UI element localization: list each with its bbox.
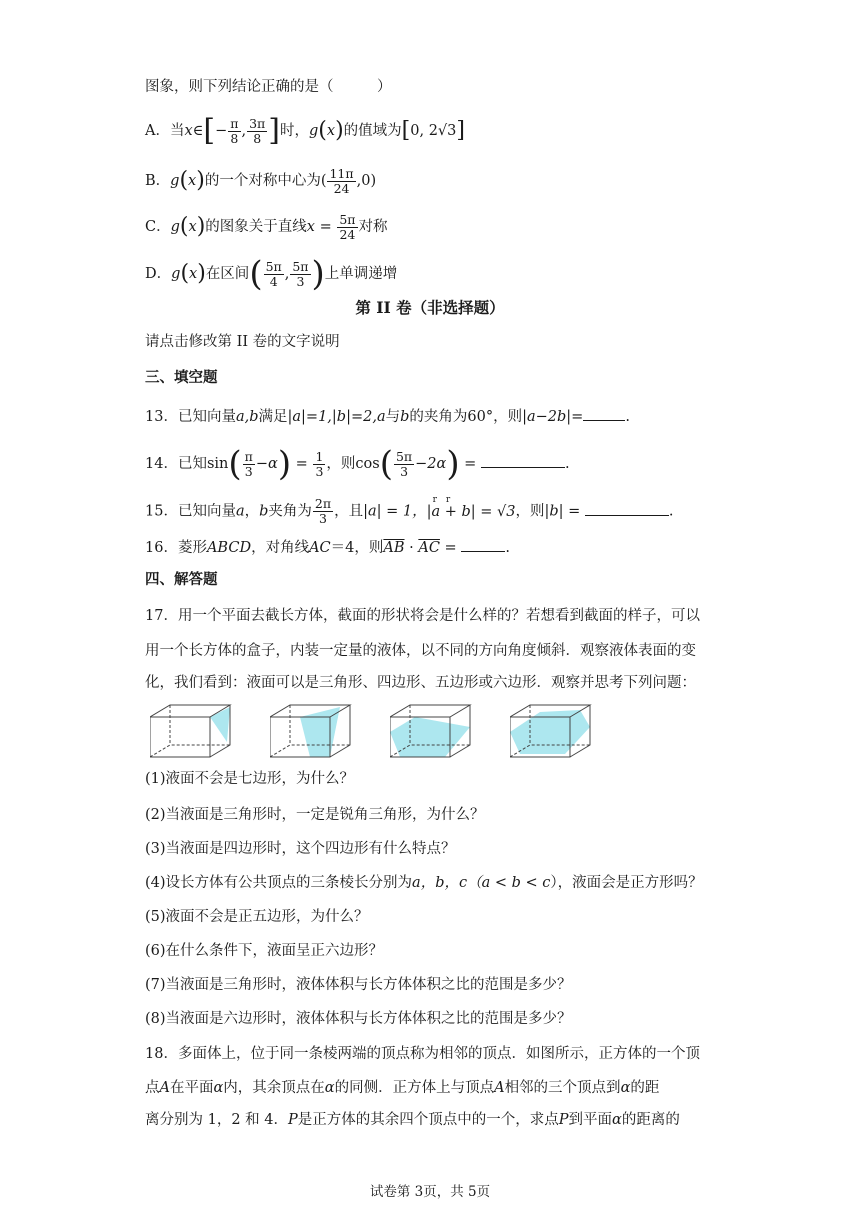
q17-sub2: (2)当液面是三角形时，一定是锐角三角形，为什么？ xyxy=(145,807,485,823)
q17-sub4: (4)设长方体有公共顶点的三条棱长分别为a，b，c（a < b < c），液面会是正方形吗？ xyxy=(145,875,703,891)
q15-answer-blank[interactable] xyxy=(585,501,669,516)
cuboid-quadrilateral-figure xyxy=(270,702,360,762)
section2-title: 第 II 卷（非选择题） xyxy=(355,298,505,317)
cuboid-pentagon-figure xyxy=(390,702,480,762)
q17-line1: 17．用一个平面去截长方体，截面的形状将会是什么样的？若想看到截面的样子，可以 xyxy=(145,608,700,624)
option-c: C．g(x)的图象关于直线x = $\frac{5\pi}{24}$ 对称 xyxy=(145,211,388,242)
part4-title: 四、解答题 xyxy=(145,571,218,588)
q14: 14．已知sin( $\frac{\pi}{3}$ −α) = $\frac{1}{3}$ ，则cos( $\frac{5\pi}{3}$ −2α) = . xyxy=(145,444,570,484)
q18-line1: 18．多面体上，位于同一条棱两端的顶点称为相邻的顶点．如图所示，正方体的一个顶 xyxy=(145,1046,700,1062)
option-d: D．g(x)在区间( $\frac{5\pi}{4}$ , $\frac{5\pi}{3}$ )上单调递增 xyxy=(145,254,398,294)
q13: 13．已知向量a,b满足|a|=1,|b|=2,a与b的夹角为60°，则|a−2b|= . xyxy=(145,406,630,427)
q17-sub5: (5)液面不会是正五边形，为什么？ xyxy=(145,909,369,925)
q17-sub1: (1)液面不会是七边形，为什么？ xyxy=(145,771,355,787)
section2-note[interactable]: 请点击修改第 II 卷的文字说明 xyxy=(145,334,340,350)
q18-line2: 点A在平面α内，其余顶点在α的同侧．正方体上与顶点A相邻的三个顶点到α的距 xyxy=(145,1080,660,1096)
q16: 16．菱形ABCD，对角线AC＝4，则$\overline{AB} \cdot \overline{AC}$ = . xyxy=(145,537,510,558)
q17-sub8: (8)当液面是六边形时，液体体积与长方体体积之比的范围是多少？ xyxy=(145,1011,572,1027)
part3-title: 三、填空题 xyxy=(145,369,218,386)
cuboid-hexagon-figure xyxy=(510,702,600,762)
q15: 15．已知向量a，b夹角为 $\frac{2\pi}{3}$ ，且|a| = 1， r r |a + b| = √3，则|b| = . xyxy=(145,494,674,526)
option-b: B．g(x)的一个对称中心为( $\frac{11\pi}{24}$ ,0) xyxy=(145,165,377,196)
q16-answer-blank[interactable] xyxy=(461,537,505,552)
q12-tail: 图象，则下列结论正确的是（ ） xyxy=(145,79,392,95)
q13-answer-blank[interactable] xyxy=(583,406,625,421)
q17-line3: 化，我们看到：液面可以是三角形、四边形、五边形或六边形．观察并思考下列问题： xyxy=(145,675,696,691)
q17-sub7: (7)当液面是三角形时，液体体积与长方体体积之比的范围是多少？ xyxy=(145,977,572,993)
q14-answer-blank[interactable] xyxy=(481,453,565,468)
page-footer: 试卷第 3页，共 5页 xyxy=(369,1184,491,1200)
q17-sub3: (3)当液面是四边形时，这个四边形有什么特点？ xyxy=(145,841,456,857)
q17-line2: 用一个长方体的盒子，内装一定量的液体，以不同的方向角度倾斜．观察液体表面的变 xyxy=(145,643,696,659)
cuboid-triangle-figure xyxy=(150,702,240,762)
option-a: A．当x∈[− $\frac{\pi}{8}$ , $\frac{3\pi}{8}$ ]时，g(x)的值域为[0, 2√3] xyxy=(145,113,465,148)
q18-line3: 离分别为 1，2 和 4．P是正方体的其余四个顶点中的一个，求点P到平面α的距离的 xyxy=(145,1112,680,1128)
q17-sub6: (6)在什么条件下，液面呈正六边形？ xyxy=(145,943,384,959)
